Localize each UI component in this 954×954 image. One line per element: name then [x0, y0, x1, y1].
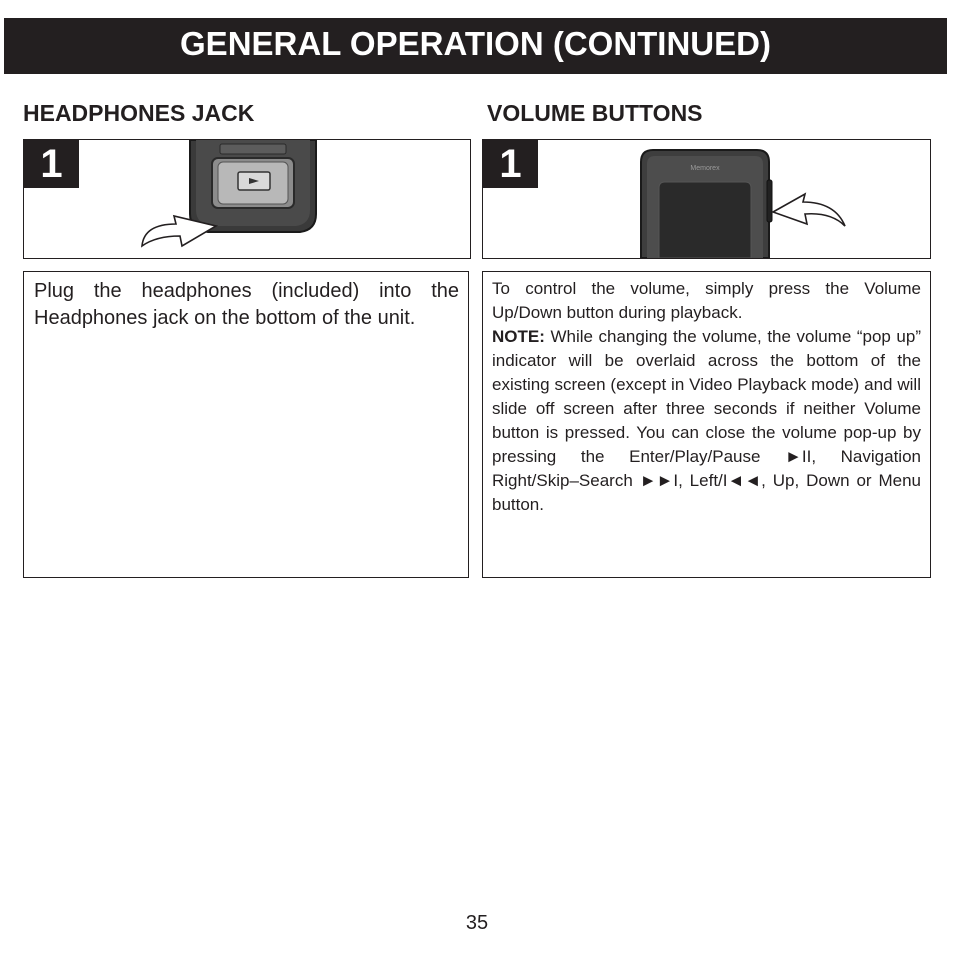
note-label: NOTE: — [492, 327, 545, 346]
step-number-badge: 1 — [24, 140, 79, 188]
step-number-badge: 1 — [483, 140, 538, 188]
volume-illustration-panel — [482, 139, 931, 259]
page-number: 35 — [465, 912, 489, 934]
page-header-banner — [4, 18, 947, 74]
section-title-volume-buttons: VOLUME BUTTONS — [487, 100, 703, 126]
volume-note — [492, 325, 921, 517]
volume-buttons-illustration — [483, 140, 930, 258]
volume-instruction-text: To control the volume, simply press the Volume Up/Down button during playback. — [492, 279, 921, 322]
volume-instructions — [482, 271, 931, 578]
headphones-illustration-panel — [23, 139, 471, 259]
device-brand-label: Memorex — [690, 165, 720, 172]
section-title-headphones-jack: HEADPHONES JACK — [23, 100, 255, 126]
headphones-jack-illustration — [24, 140, 470, 258]
headphones-instruction-text: Plug the headphones (included) into the Headphones jack on the bottom of the unit. — [34, 280, 459, 329]
headphones-instructions — [23, 271, 469, 578]
page-header-title: GENERAL OPERATION (CONTINUED) — [180, 25, 771, 62]
note-text: While changing the volume, the volume “pop up” indicator will be overlaid across the bottom of the existing screen (except in Video Playback mode) and will slide off screen after three seconds if neither Volume button is pressed. You can close the volume pop-up by pressing the Enter/Play/Pause ►II, Navigation Right/Skip–Search ►►I, Left/I◄◄, Up, Down or Menu button. — [492, 327, 921, 514]
